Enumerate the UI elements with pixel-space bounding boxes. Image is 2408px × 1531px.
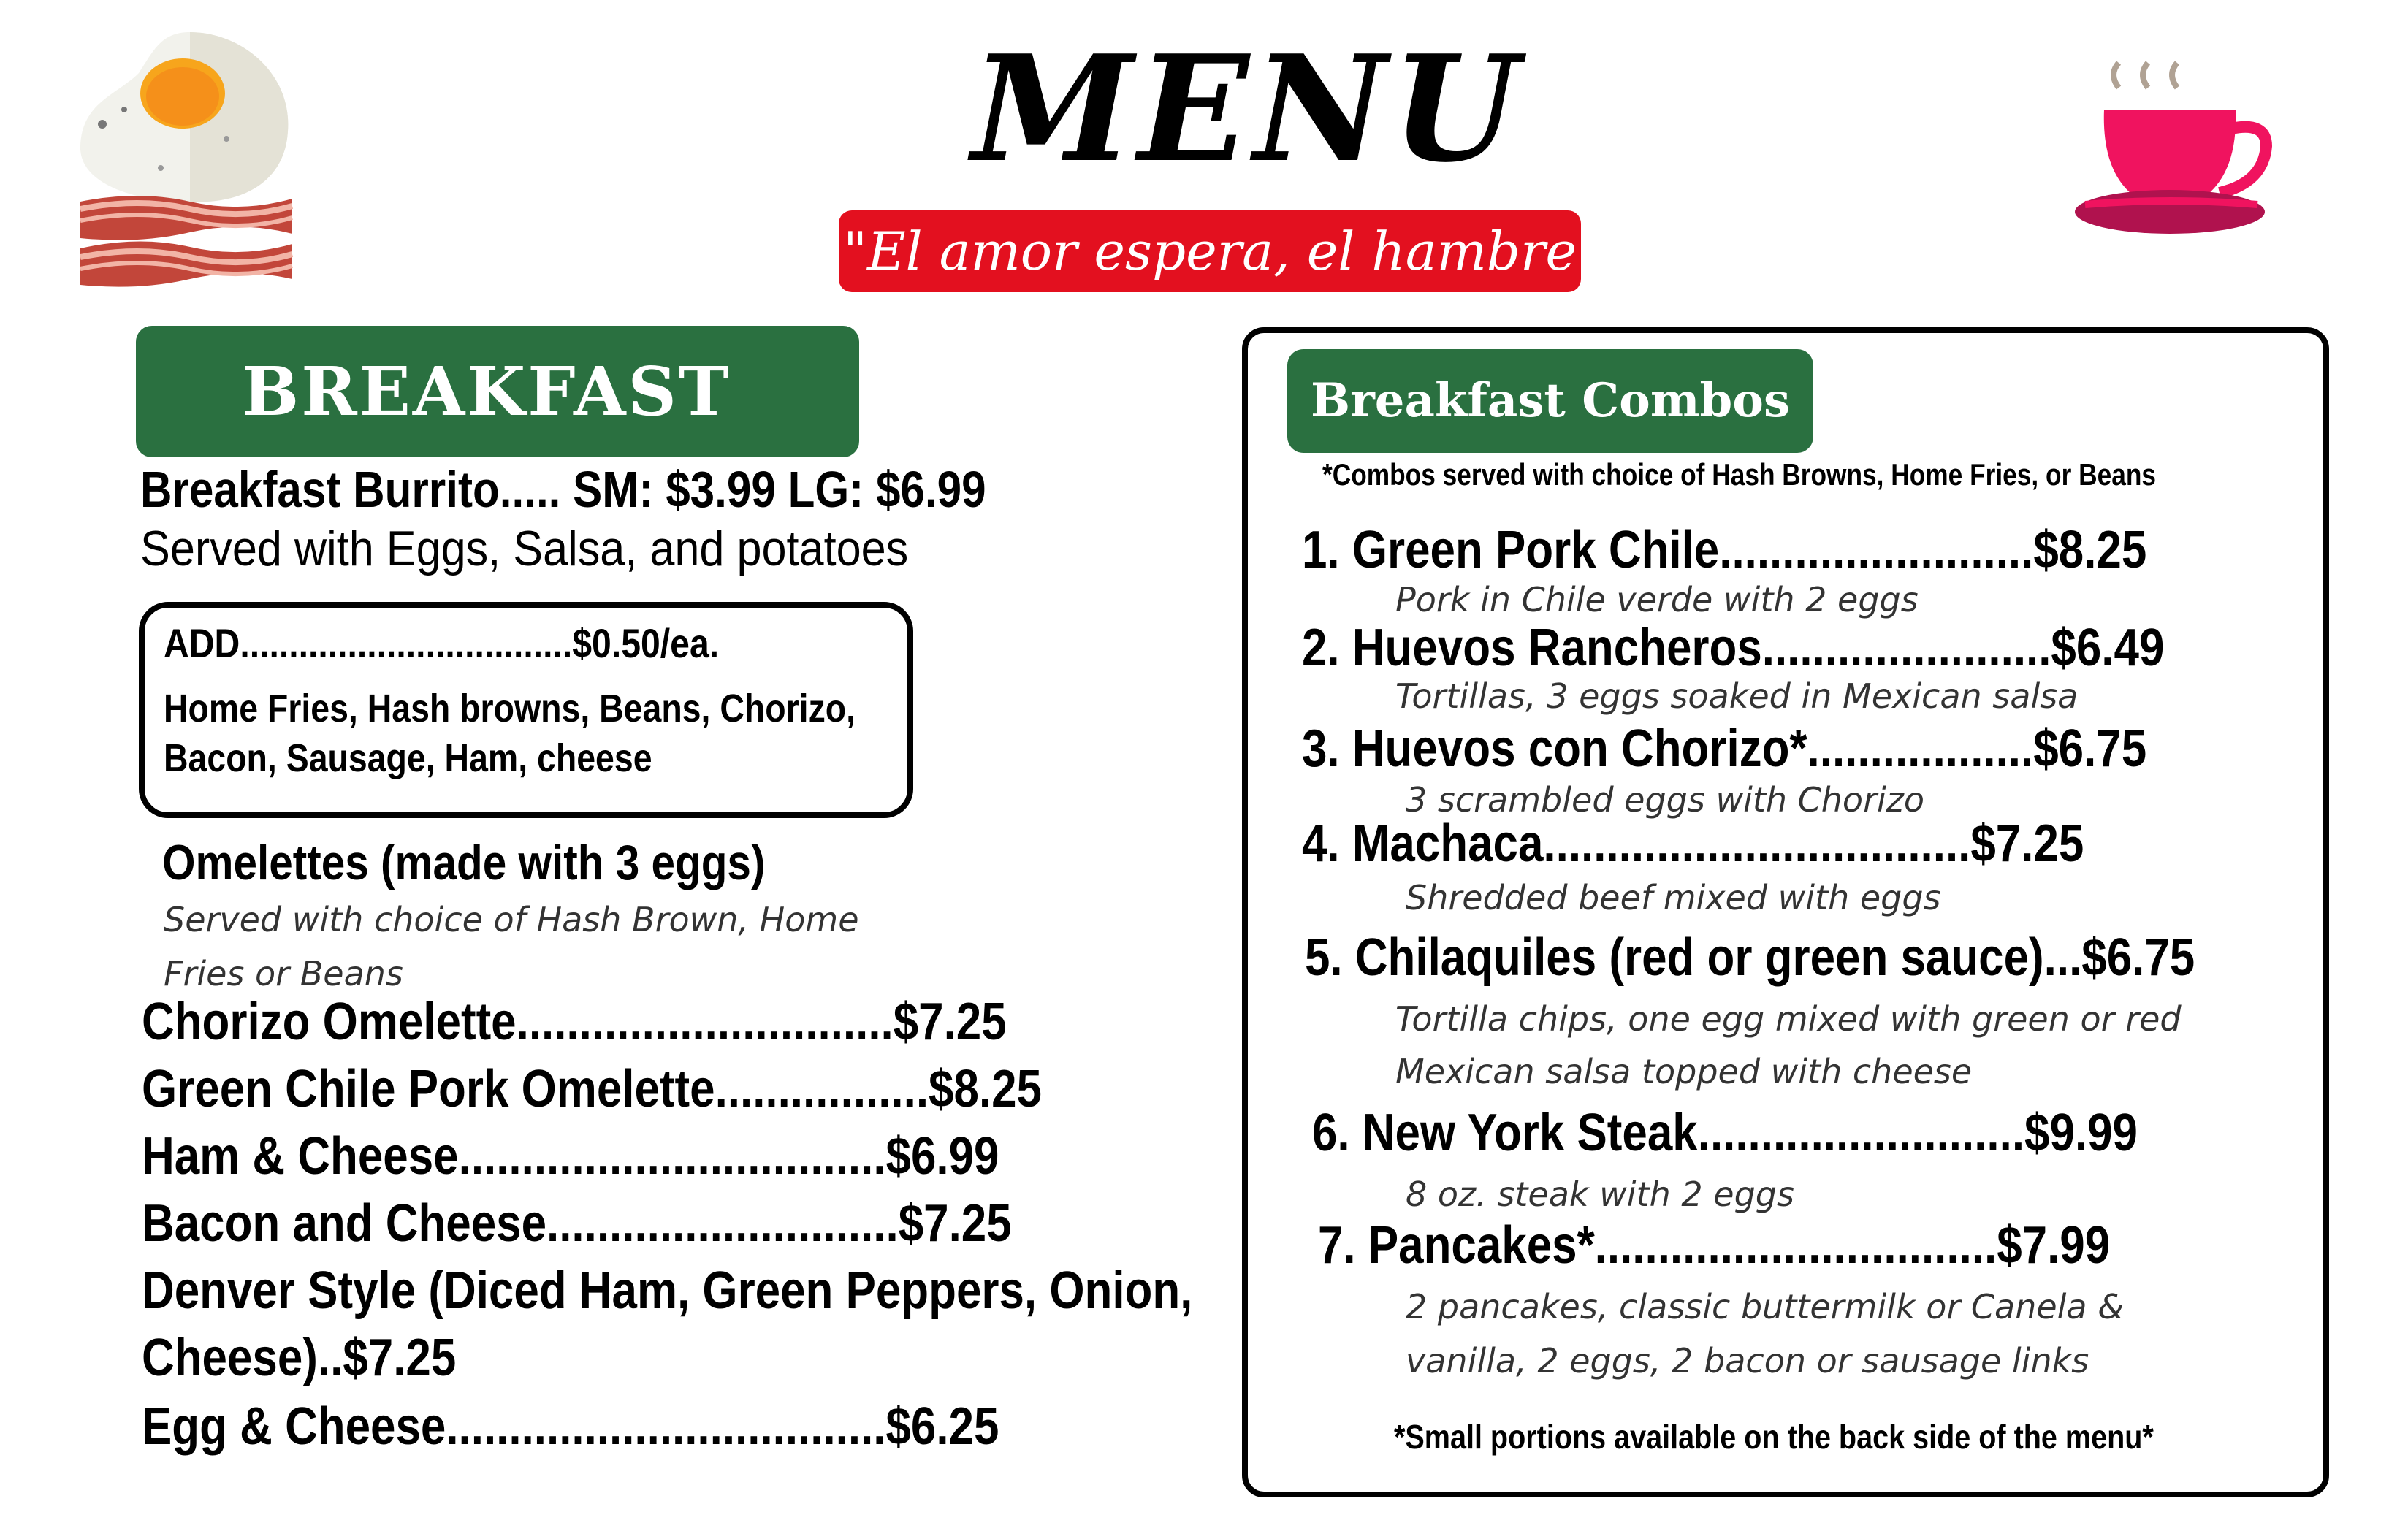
combo-description: vanilla, 2 eggs, 2 bacon or sausage links	[1406, 1341, 2089, 1381]
burrito-description: Served with Eggs, Salsa, and potatoes	[140, 521, 909, 576]
coffee-cup-icon	[2075, 58, 2279, 248]
combo-description: Mexican salsa topped with cheese	[1395, 1052, 1973, 1091]
omelettes-heading: Omelettes (made with 3 eggs)	[162, 835, 766, 890]
breakfast-title: BREAKFAST	[242, 352, 731, 431]
combo-description: 8 oz. steak with 2 eggs	[1406, 1175, 1794, 1214]
omelette-item: Egg & Cheese...................................$6.25	[142, 1397, 999, 1456]
combo-description: Shredded beef mixed with eggs	[1406, 878, 1941, 917]
combos-title: Breakfast Combos	[1310, 373, 1791, 428]
combo-description: Pork in Chile verde with 2 eggs	[1395, 580, 1919, 619]
menu-title: MENU	[972, 23, 1524, 195]
omelettes-description: Served with choice of Hash Brown, Home Fries or Beans	[164, 900, 859, 993]
combo-item: 2. Huevos Rancheros.......................$6.49	[1302, 619, 2165, 677]
combos-footnote: *Small portions available on the back side of the menu*	[1394, 1418, 2154, 1456]
slogan-text: "El amor espera, el hambre no"	[842, 221, 1577, 364]
combo-description: Tortillas, 3 eggs soaked in Mexican salsa	[1395, 676, 2079, 716]
combo-item: 3. Huevos con Chorizo*..................$6.75	[1302, 719, 2147, 778]
omelette-item: Denver Style (Diced Ham, Green Peppers, Onion,	[142, 1261, 1193, 1320]
combo-item: 7. Pancakes*................................$7.99	[1318, 1216, 2111, 1275]
add-ons-list: Home Fries, Hash browns, Beans, Chorizo, Bacon, Sausage, Ham, cheese	[164, 687, 856, 780]
combo-item: 1. Green Pork Chile.........................$8.25	[1302, 521, 2147, 579]
combos-note: *Combos served with choice of Hash Browns, Home Fries, or Beans	[1322, 457, 2157, 492]
combo-item: 5. Chilaquiles (red or green sauce)...$6.75	[1305, 928, 2195, 987]
combo-item: 4. Machaca..................................$7.25	[1302, 814, 2084, 873]
omelette-item: Bacon and Cheese............................$7.25	[142, 1194, 1012, 1253]
omelette-item: Green Chile Pork Omelette.................$8.25	[142, 1060, 1042, 1118]
add-ons-price-line: ADD..................................$0.50/ea.	[164, 620, 720, 666]
fried-egg-and-bacon-icon	[73, 29, 300, 292]
combo-description: Tortilla chips, one egg mixed with green or red	[1395, 999, 2182, 1039]
omelette-item: Cheese)..$7.25	[142, 1329, 457, 1387]
combo-description: 3 scrambled eggs with Chorizo	[1406, 780, 1925, 820]
combo-description: 2 pancakes, classic buttermilk or Canela &	[1406, 1287, 2125, 1326]
omelette-item: Chorizo Omelette..............................$7.25	[142, 993, 1007, 1051]
burrito-price-line: Breakfast Burrito..... SM: $3.99 LG: $6.99	[140, 461, 986, 518]
combo-item: 6. New York Steak..........................$9.99	[1312, 1104, 2138, 1162]
omelette-item: Ham & Cheese..................................$6.99	[142, 1127, 999, 1186]
